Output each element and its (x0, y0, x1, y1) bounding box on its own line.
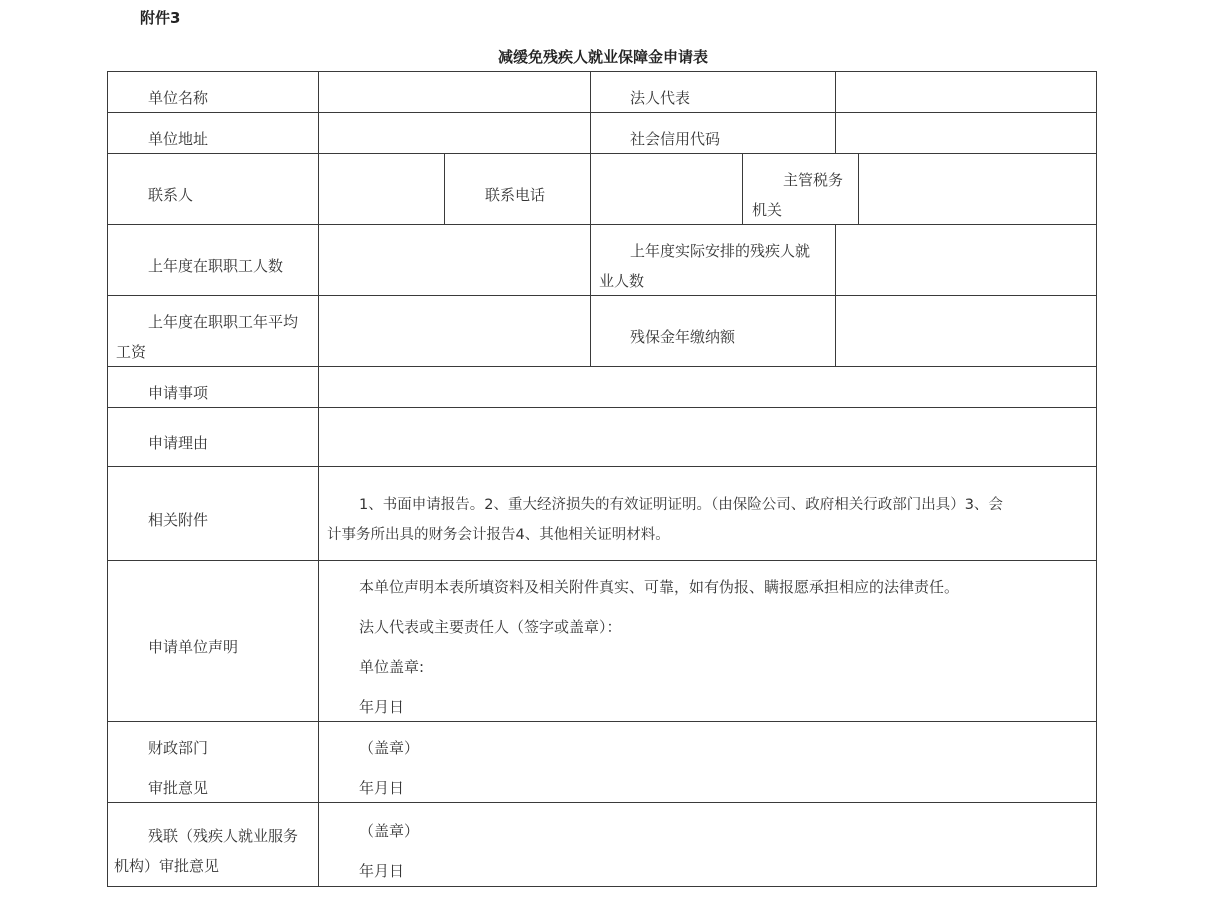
declaration-text-3: 单位盖章: (359, 658, 425, 676)
label-salary-1: 上年度在职职工年平均 (148, 313, 299, 331)
declaration-text-1: 本单位声明本表所填资料及相关附件真实、可靠，如有伪报、瞒报愿承担相应的法律责任。 (359, 578, 960, 596)
col-line (318, 71, 319, 887)
row-line (107, 153, 1097, 154)
attachments-text-1: 1、书面申请报告。2、重大经济损失的有效证明证明。（由保险公司、政府相关行政部门出具）3、会 (359, 497, 1003, 513)
row-line (107, 721, 1097, 722)
label-federation-1: 残联（残疾人就业服务 (148, 827, 299, 845)
label-federation-2: 机构）审批意见 (114, 857, 220, 875)
row-line (107, 886, 1097, 887)
label-unit-address: 单位地址 (148, 130, 209, 148)
label-employees: 上年度在职职工人数 (148, 257, 284, 275)
label-finance-1: 财政部门 (148, 739, 209, 757)
declaration-date: 年月日 (359, 698, 405, 716)
form-title: 减缓免残疾人就业保障金申请表 (497, 48, 708, 66)
finance-seal: （盖章） (359, 739, 420, 757)
label-phone: 联系电话 (485, 186, 546, 204)
attachments-text-2: 计事务所出具的财务会计报告4、其他相关证明材料。 (327, 527, 670, 543)
attachment-number: 附件3 (140, 9, 181, 27)
row-line (107, 224, 1097, 225)
label-tax-authority-1: 主管税务 (783, 171, 844, 189)
label-reason: 申请理由 (148, 434, 209, 452)
row-line (107, 802, 1097, 803)
label-declaration: 申请单位声明 (148, 638, 239, 656)
col-line (107, 71, 108, 887)
federation-seal: （盖章） (359, 822, 420, 840)
label-matter: 申请事项 (148, 384, 209, 402)
row-line (107, 71, 1097, 72)
label-legal-rep: 法人代表 (630, 89, 691, 107)
col-line (444, 153, 445, 224)
row-line (107, 112, 1097, 113)
label-tax-authority-2: 机关 (752, 201, 783, 219)
label-contact: 联系人 (148, 186, 194, 204)
label-salary-2: 工资 (116, 343, 147, 361)
col-line (858, 153, 859, 224)
label-finance-2: 审批意见 (148, 779, 209, 797)
row-line (107, 560, 1097, 561)
col-line (1096, 71, 1097, 887)
label-fund-amount: 残保金年缴纳额 (630, 328, 736, 346)
finance-date: 年月日 (359, 779, 405, 797)
row-line (107, 466, 1097, 467)
label-disabled-1: 上年度实际安排的残疾人就 (630, 242, 811, 260)
row-line (107, 366, 1097, 367)
federation-date: 年月日 (359, 862, 405, 880)
col-line (590, 71, 591, 367)
label-attachments: 相关附件 (148, 511, 209, 529)
label-credit-code: 社会信用代码 (630, 130, 721, 148)
col-line (742, 153, 743, 224)
label-disabled-2: 业人数 (599, 272, 645, 290)
row-line (107, 407, 1097, 408)
col-line (835, 224, 836, 367)
col-line (835, 71, 836, 153)
row-line (107, 295, 1097, 296)
label-unit-name: 单位名称 (148, 89, 209, 107)
declaration-text-2: 法人代表或主要责任人（签字或盖章）： (359, 618, 622, 636)
